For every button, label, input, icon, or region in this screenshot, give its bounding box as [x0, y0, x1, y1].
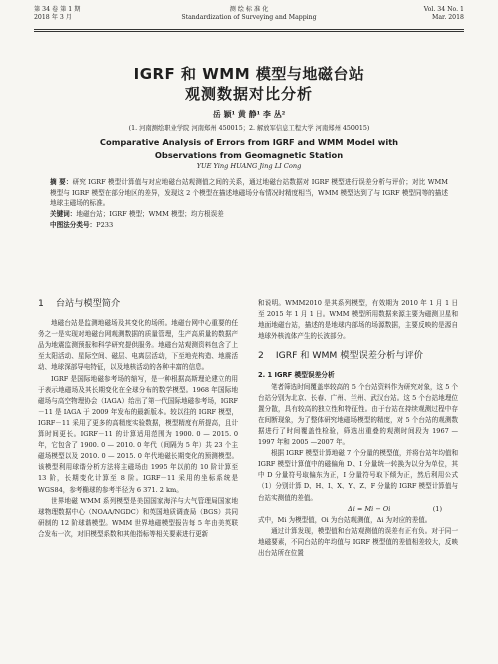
clc-number [50, 220, 448, 231]
running-header [34, 6, 464, 28]
journal-name-cn: 测 绘 标 准 化 [229, 6, 269, 13]
abstract-label: 摘 要： [50, 178, 73, 186]
equation-formula: Δi = Mi − Oi [348, 504, 391, 513]
header-rule-bottom [34, 31, 464, 32]
paragraph: 式中，Mi 为模型值，Oi 为台站观测值，Δi 为对应的差值。 [258, 515, 432, 524]
paragraph: IGRF 是国际地磁参考场的缩写，是一种根据高斯理论建立的用于表示地磁场及其长期变化在全球分布的数学模型。1968 年国际地磁场与高空物理协会（IAGA）给出了第一代国际地磁参考场，IGRF－11 是 IAGA 于 2009 年发布的最新版本。较以往的 IGRF 模型，IGRF－11 采用了更多的高精度实验数据，模型精度有所提高，且计算时间更长。IGRF－11 的计算适用范围为 1900. 0 — 2015. 0 年，它包含了 1900. 0 — 2010. 0 年代（间隔为 5 年）共 23 个主磁场模型以及 2010. 0 — 2015. 0 年代地磁长期变化的预测模型。该模型利用球谐分析方法将主磁场由 1995 年以前的 10 阶计算至 13 阶，长期变化计算至 8 阶。IGRF－11 采用的坐标系统是 WGS84，参考椭球的参考半径为 6 371. 2 km。 [38, 374, 238, 494]
section-number: 2 [258, 350, 264, 362]
keywords-text: 地磁台站；IGRF 模型；WMM 模型；均方根误差 [76, 210, 224, 219]
header-center [34, 6, 464, 22]
paragraph: 根据 IGRF 模型计算地磁 7 个分量的模型值，并将台站年均值和 IGRF 模型计算值中的磁偏角 D、I 分量统一转换为以分为单位，其中 D 分量符号取偏东为正，I 分量符号取下倾为正，然后利用公式（1）分别计算 D、H、I、X、Y、Z、F 分量的 IGRF 模型计算值与台站实测值的差值。 [258, 449, 458, 502]
affiliations: (1. 河南测绘职业学院 河南郑州 450015；2. 解放军信息工程大学 河南郑州 450015) [128, 125, 370, 132]
issue-date-en: Mar. 2018 [432, 14, 464, 21]
volume-number-en: Vol. 34 No. 1 [423, 6, 464, 13]
volume-issue: 第 34 卷 第 1 期 [34, 6, 81, 13]
keywords-label: 关键词： [50, 210, 77, 219]
section-title: IGRF 和 WMM 模型误差分析与评价 [275, 350, 423, 362]
subsection-number: 2. 1 [258, 371, 273, 380]
english-title-line1: Comparative Analysis of Errors from IGRF and WMM Model with [99, 137, 399, 147]
header-right [424, 6, 464, 22]
paragraph: 世界地磁 WMM 系列模型是美国国家海洋与大气管理局国家地球物理数据中心（NOAA/NGDC）和英国地质调查局（BGS）共同研制的 12 阶球谐模型。WMM 世界地磁模型报告每 5 年由美英联合发布一次，对旧模型系数和其他指标等相关要素进行更新 [38, 496, 238, 538]
article-title-line2: 观测数据对比分析 [184, 85, 313, 103]
clc-label: 中图法分类号： [50, 220, 97, 229]
abstract-block [50, 177, 448, 231]
article-title-line1: IGRF 和 WMM 模型与地磁台站 [133, 65, 365, 83]
english-title-line2: Observations from Geomagnetic Station [154, 150, 344, 160]
paragraph: 笔者筛选时间覆盖率较高的 5 个台站资料作为研究对象，这 5 个台站分别为北京、长春、广州、兰州、武汉台站。这 5 个台站地理位置分散，具有较高的独立性和特征性。由于台站在持续观测过程中存在间断现象，为了整体研究地磁场模型的精度，对 5 个台站的观测数据进行了时间覆盖性检验，筛选出重叠的观测时间段为 1967 — 1997 年和 2005 —2007 年。 [258, 382, 458, 447]
clc-value: P233 [96, 220, 114, 229]
authors-cn: 岳 颖¹ 黄 静¹ 李 丛² [212, 109, 286, 119]
section-number: 1 [38, 298, 44, 309]
section-heading-1 [38, 298, 238, 309]
subsection-heading [258, 370, 458, 381]
paragraph: 通过计算发现，模型值和台站观测值的误差有正有负。对于同一地磁要素，不同台站的年均值与 IGRF 模型值的差值相差较大，反映出台站所在位置 [258, 526, 458, 557]
left-column [38, 298, 238, 540]
issue-date-cn: 2018 年 3 月 [34, 14, 72, 21]
equation-number: (1) [432, 504, 442, 513]
header-rule-top [34, 29, 464, 30]
paragraph: 地磁台站是监测地磁场及其变化的场所。地磁台网中心重要的任务之一是实现对地磁台网观测数据的质量管理，生产高质量的数据产品为地震监测预报和科学研究提供服务。地磁台站观测资料包含了上至太阳活动、星际空间、磁层、电离层活动，下至地壳构造、地震活动、地球深部导电特征，以及地核活动的各种丰富的信息。 [38, 319, 238, 372]
subsection-title: IGRF 模型误差分析 [274, 371, 335, 380]
abstract [50, 177, 448, 209]
authors-en: YUE Ying HUANG Jing LI Cong [196, 162, 302, 170]
paragraph: 和说明。WMM2010 是其系列模型，有效期为 2010 年 1 月 1 日至 2015 年 1 月 1 日。WMM 模型所用数据来源主要为磁测卫星和地面地磁台站，描述的是地球内部场的场源数据，主要反映的是源自地球外核流体产生的长波部分。 [258, 299, 458, 341]
journal-name-en: Standardization of Surveying and Mapping [181, 14, 317, 21]
equation [258, 504, 458, 515]
section-heading-2 [258, 350, 458, 361]
right-column [258, 298, 458, 559]
section-title: 台站与模型简介 [55, 298, 121, 309]
keywords [50, 209, 448, 220]
abstract-text: 研究 IGRF 模型计算值与对应地磁台站观测值之间的关系，通过地磁台站数据对 IGRF 模型进行误差分析与评价；对比 WMM 模型与 IGRF 模型在部分地区的差异，发现这 2 个模型在描述地磁场分布情况时精度相当，WMM 模型达到了与 IGRF 模型同等的描述地球主磁场的标准。 [50, 178, 448, 208]
